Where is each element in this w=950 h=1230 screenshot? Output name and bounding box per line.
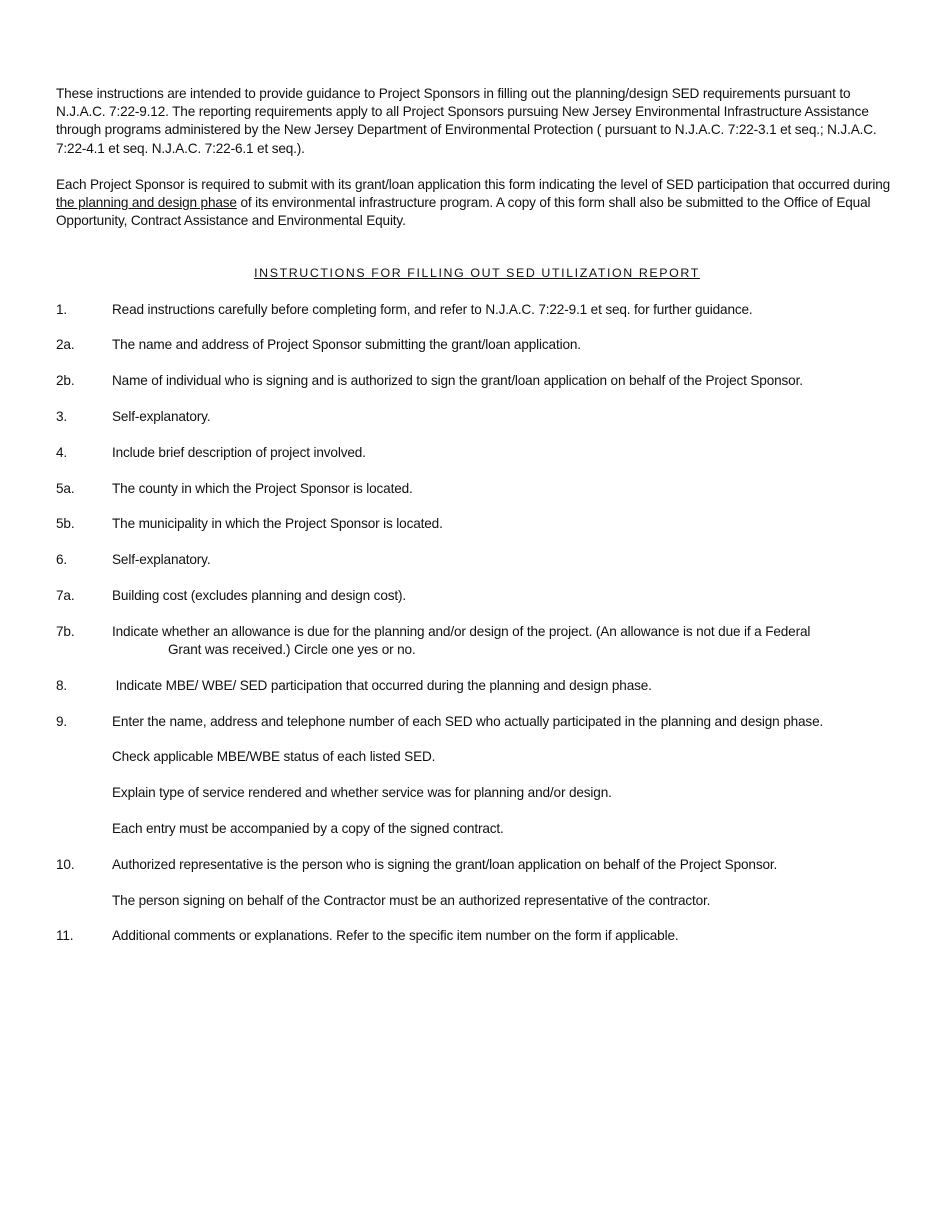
instruction-item-8 xyxy=(56,677,898,695)
item-number: 2a. xyxy=(56,337,75,353)
item-text: Enter the name, address and telephone number of each SED who actually participated in the planning and design phase. xyxy=(112,713,824,729)
item-number: 2b. xyxy=(56,373,75,389)
instructions-page xyxy=(56,85,898,963)
section-heading: INSTRUCTIONS FOR FILLING OUT SED UTILIZATION REPORT xyxy=(254,266,700,281)
item-9-subline-1: Check applicable MBE/WBE status of each listed SED. xyxy=(112,749,436,765)
item-text: Additional comments or explanations. Refer to the specific item number on the form if applicable. xyxy=(112,928,679,944)
item-number: 3. xyxy=(56,409,68,425)
item-10-subline-1: The person signing on behalf of the Contractor must be an authorized representative of the contractor. xyxy=(112,892,711,908)
item-text: Self-explanatory. xyxy=(112,552,211,568)
item-text-continuation: Grant was received.) Circle one yes or no. xyxy=(168,642,416,657)
item-text: Include brief description of project involved. xyxy=(112,444,366,460)
instruction-item-2b xyxy=(56,372,898,390)
item-number: 7a. xyxy=(56,588,75,603)
item-number: 6. xyxy=(56,552,68,568)
instruction-item-4 xyxy=(56,444,898,462)
item-number: 5b. xyxy=(56,516,75,532)
item-number: 4. xyxy=(56,444,68,460)
item-number: 11. xyxy=(56,928,74,944)
instruction-item-9 xyxy=(56,713,898,731)
intro-p2-before: Each Project Sponsor is required to submit with its grant/loan application this form indicating the level of SED participation that occurred during xyxy=(56,176,891,192)
item-text: The municipality in which the Project Sponsor is located. xyxy=(112,516,443,532)
instruction-item-7b xyxy=(56,623,898,659)
instruction-item-2a xyxy=(56,336,898,354)
item-text: The county in which the Project Sponsor is located. xyxy=(112,480,413,496)
instruction-item-11 xyxy=(56,927,898,945)
item-text: Self-explanatory. xyxy=(112,409,211,425)
item-9-subline-2: Explain type of service rendered and whether service was for planning and/or design. xyxy=(112,785,612,801)
instruction-item-10 xyxy=(56,856,898,874)
item-body xyxy=(112,623,898,659)
instruction-item-5b xyxy=(56,515,898,533)
intro-p2-underlined: the planning and design phase xyxy=(56,195,237,211)
instruction-item-1 xyxy=(56,301,898,319)
intro-paragraph-2 xyxy=(56,176,898,231)
item-number: 8. xyxy=(56,677,68,693)
intro-p2-after: of its environmental infrastructure program. A copy of this form shall also be submitted to the Office of Equal Opportunity, Contract Assistance and Environmental Equity. xyxy=(56,195,871,229)
item-text: Name of individual who is signing and is authorized to sign the grant/loan application on behalf of the Project Sponsor. xyxy=(112,373,803,389)
item-text: The name and address of Project Sponsor submitting the grant/loan application. xyxy=(112,337,581,353)
item-text: Indicate MBE/ WBE/ SED participation that occurred during the planning and design phase. xyxy=(112,677,652,693)
instruction-item-6 xyxy=(56,551,898,569)
instruction-item-3 xyxy=(56,408,898,426)
item-number: 9. xyxy=(56,713,68,729)
item-text: Read instructions carefully before completing form, and refer to N.J.A.C. 7:22-9.1 et seq. for further guidance. xyxy=(112,301,753,317)
item-9-subline-3: Each entry must be accompanied by a copy of the signed contract. xyxy=(112,820,504,836)
instruction-item-5a xyxy=(56,480,898,498)
item-number: 1. xyxy=(56,301,68,317)
item-text: Authorized representative is the person who is signing the grant/loan application on behalf of the Project Sponsor. xyxy=(112,856,778,872)
item-text: Indicate whether an allowance is due for the planning and/or design of the project. (An allowance is not due if a Federal xyxy=(112,623,811,639)
instruction-item-7a xyxy=(56,587,898,605)
item-number: 7b. xyxy=(56,623,75,639)
item-text: Building cost (excludes planning and design cost). xyxy=(112,588,407,603)
intro-paragraph-1: These instructions are intended to provide guidance to Project Sponsors in filling out the planning/design SED requirements pursuant to N.J.A.C. 7:22-9.12. The reporting requirements apply to all Project Sponsors pursuing New Jersey Environmental Infrastructure Assistance through programs administered by the New Jersey Department of Environmental Protection ( pursuant to N.J.A.C. 7:22-3.1 et seq.; N.J.A.C. 7:22-4.1 et seq. N.J.A.C. 7:22-6.1 et seq.). xyxy=(56,86,877,156)
item-number: 10. xyxy=(56,856,75,872)
item-number: 5a. xyxy=(56,480,75,496)
